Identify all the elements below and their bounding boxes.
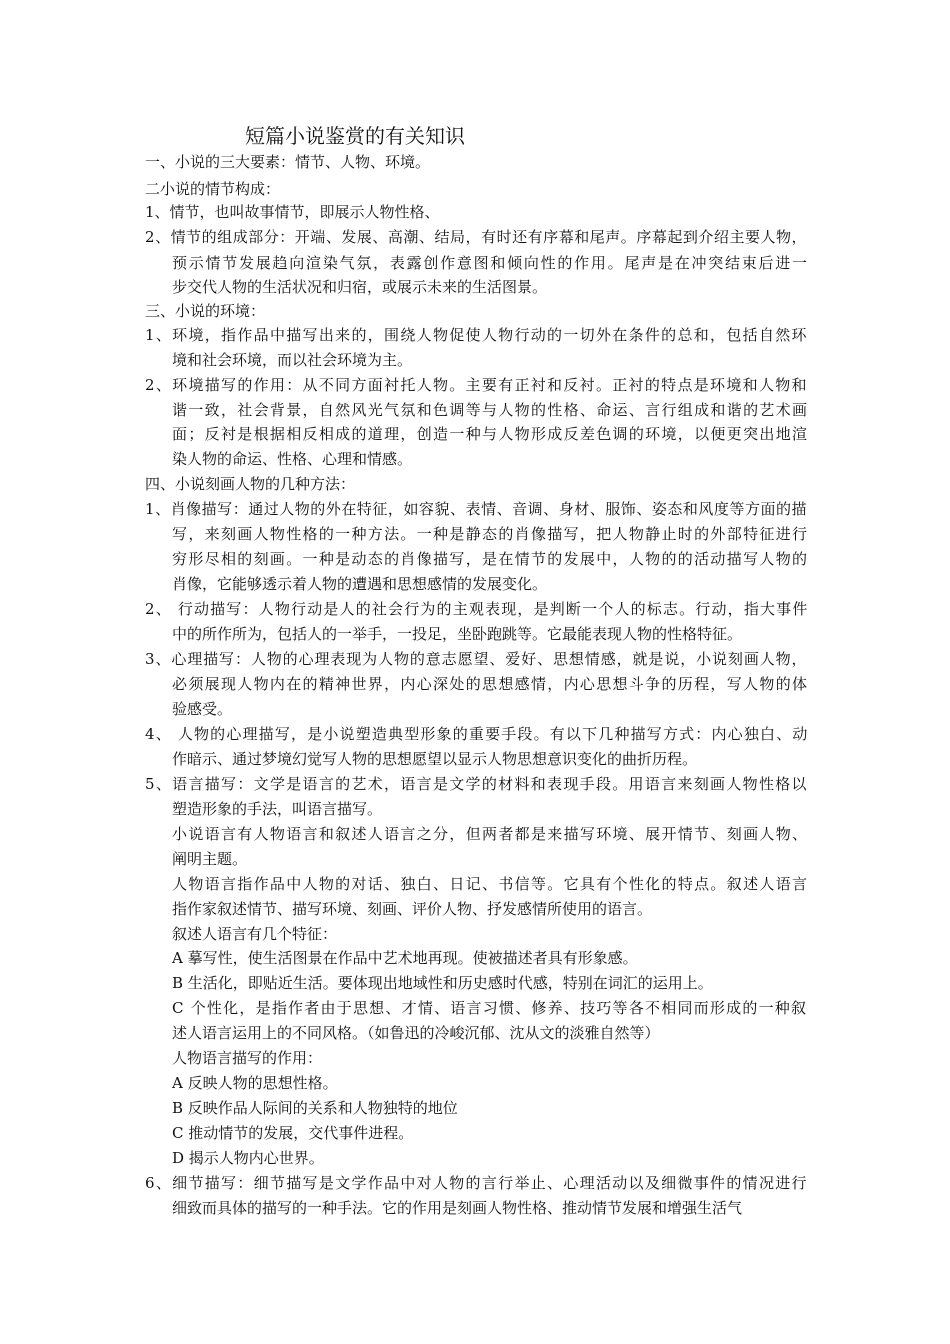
text-line: 境和社会环境，而以社会环境为主。 (172, 351, 413, 369)
text-line: 染人物的命运、性格、心理和情感。 (172, 450, 413, 468)
text-line: 细致而具体的描写的一种手法。它的作用是刻画人物性格、推动情节发展和增强生活气 (172, 1199, 743, 1217)
text-line: 1、情节，也叫故事情节，即展示人物性格、 (145, 203, 440, 221)
text-line: 人物语言指作品中人物的对话、独白、日记、书信等。它具有个性化的特点。叙述人语言 (172, 875, 809, 893)
text-line: C 个性化，是指作者由于思想、才情、语言习惯、修养、技巧等各不相同而形成的一种叙 (172, 999, 808, 1017)
text-line: 面；反衬是根据相反相成的道理，创造一种与人物形成反差色调的环境，以便更突出地渲 (172, 425, 809, 443)
text-line: B 生活化，即贴近生活。要体现出地域性和历史感时代感，特别在词汇的运用上。 (172, 974, 713, 992)
text-line: 2、 行动描写：人物行动是人的社会行为的主观表现，是判断一个人的标志。行动，指大事件 (145, 600, 809, 618)
text-line: 写，来刻画人物性格的一种方法。一种是静态的肖像描写，把人物静止时的外部特征进行 (172, 525, 809, 543)
text-line: 中的所作所为，包括人的一举手，一投足，坐卧跑跳等。它最能表现人物的性格特征。 (172, 625, 743, 643)
text-line: 一、小说的三大要素：情节、人物、环境。 (145, 153, 431, 171)
text-line: 5、语言描写：文学是语言的艺术，语言是文学的材料和表现手段。用语言来刻画人物性格以 (145, 775, 808, 793)
text-line: 指作家叙述情节、描写环境、刻画、评价人物、抒发感情所使用的语言。 (172, 900, 653, 918)
text-line: 预示情节发展趋向渲染气氛，表露创作意图和倾向性的作用。尾声是在冲突结束后进一 (172, 254, 809, 272)
text-line: 3、心理描写：人物的心理表现为人物的意志愿望、爱好、思想情感，就是说，小说刻画人物， (145, 650, 808, 668)
text-line: 验感受。 (172, 700, 233, 718)
text-line: 穷形尽相的刻画。一种是动态的肖像描写，是在情节的发展中，人物的的活动描写人物的 (172, 550, 809, 568)
text-line: 2、情节的组成部分：开端、发展、高潮、结局，有时还有序幕和尾声。序幕起到介绍主要人物， (145, 228, 808, 246)
text-line: 谐一致，社会背景，自然风光气氛和色调等与人物的性格、命运、言行组成和谐的艺术画 (172, 401, 809, 419)
text-line: 三、小说的环境： (145, 302, 266, 320)
text-line: 人物语言描写的作用： (172, 1049, 323, 1067)
text-line: 四、小说刻画人物的几种方法： (145, 475, 356, 493)
text-line: 6、细节描写：细节描写是文学作品中对人物的言行举止、心理活动以及细微事件的情况进行 (145, 1174, 808, 1192)
text-line: A 摹写性，使生活图景在作品中艺术地再现。使被描述者具有形象感。 (172, 949, 638, 967)
text-line: 作暗示、通过梦境幻觉写人物的思想愿望以显示人物思想意识变化的曲折历程。 (172, 750, 698, 768)
text-line: B 反映作品人际间的关系和人物独特的地位 (172, 1099, 458, 1117)
text-line: A 反映人物的思想性格。 (172, 1074, 338, 1092)
text-line: 4、 人物的心理描写，是小说塑造典型形象的重要手段。有以下几种描写方式：内心独白、动 (145, 725, 809, 743)
text-line: 阐明主题。 (172, 850, 248, 868)
text-line: D 揭示人物内心世界。 (172, 1149, 324, 1167)
text-line: C 推动情节的发展，交代事件进程。 (172, 1124, 414, 1142)
text-line: 述人语言运用上的不同风格。（如鲁迅的冷峻沉郁、沈从文的淡雅自然等） (172, 1024, 660, 1042)
text-line: 1、肖像描写：通过人物的外在特征，如容貌、表情、音调、身材、服饰、姿态和风度等方面的描 (145, 500, 808, 518)
text-line: 必须展现人物内在的精神世界，内心深处的思想感情，内心思想斗争的历程，写人物的体 (172, 675, 809, 693)
document-title: 短篇小说鉴赏的有关知识 (245, 124, 465, 148)
text-line: 小说语言有人物语言和叙述人语言之分，但两者都是来描写环境、展开情节、刻画人物、 (172, 825, 809, 843)
text-line: 1、环境，指作品中描写出来的，围绕人物促使人物行动的一切外在条件的总和，包括自然环 (145, 326, 808, 344)
text-line: 肖像，它能够透示着人物的遭遇和思想感情的发展变化。 (172, 575, 548, 593)
text-line: 2、环境描写的作用：从不同方面衬托人物。主要有正衬和反衬。正衬的特点是环境和人物和 (145, 376, 808, 394)
text-line: 塑造形象的手法，叫语言描写。 (172, 800, 383, 818)
text-line: 二小说的情节构成： (145, 180, 281, 198)
text-line: 步交代人物的生活状况和归宿，或展示未来的生活图景。 (172, 278, 548, 296)
text-line: 叙述人语言有几个特征： (172, 925, 338, 943)
